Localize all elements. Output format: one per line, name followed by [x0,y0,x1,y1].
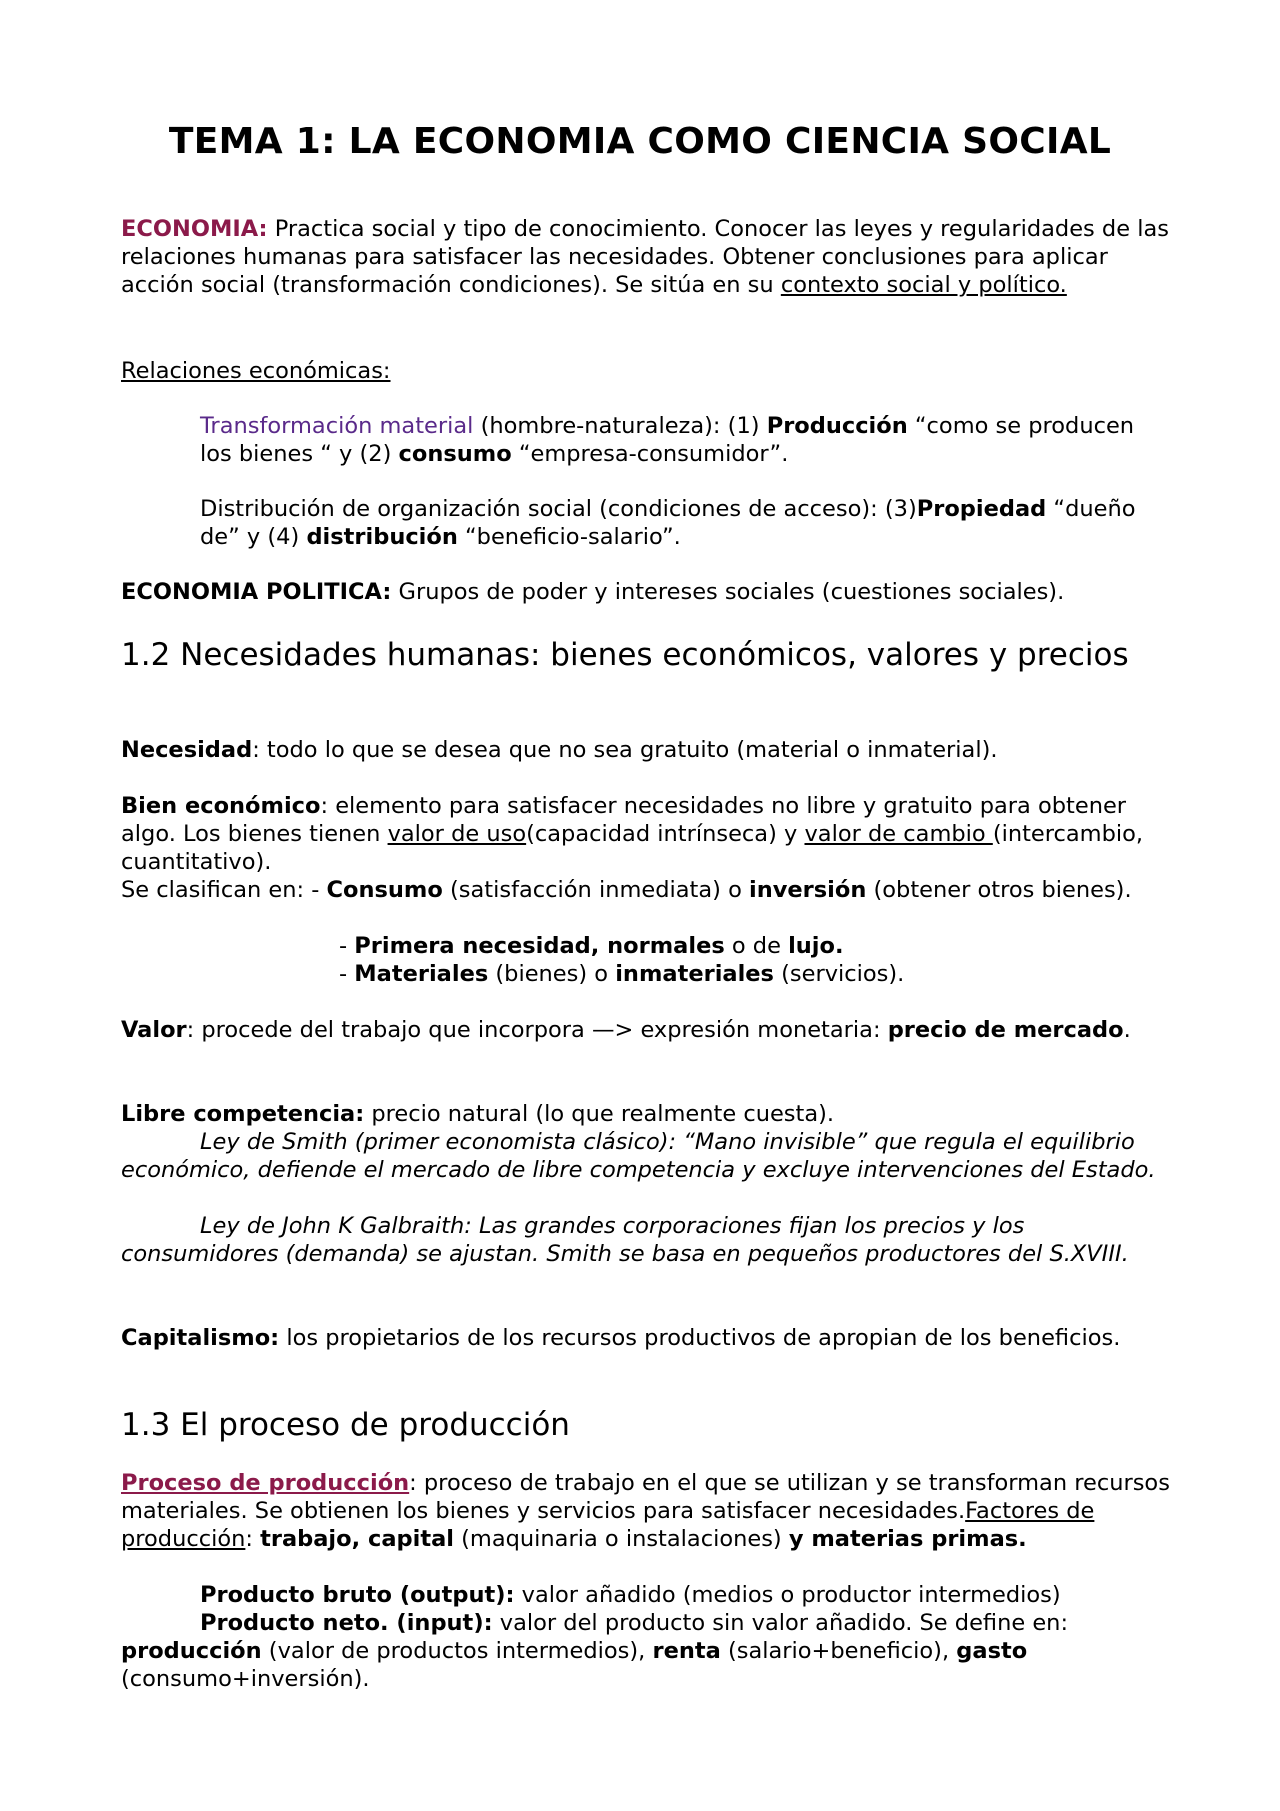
producto-bruto-label: Producto bruto (output): [200,1582,515,1608]
producto-bruto-paragraph [121,1581,1171,1609]
bien-text-2: (capacidad intrínseca) y [526,821,805,847]
proceso-produccion-label: Proceso de producción [121,1470,410,1496]
transformacion-text-3: “empresa-consumidor”. [511,441,789,467]
item-b-text-1: (bienes) o [488,961,616,987]
inversion-class: inversión [749,877,867,903]
produccion-term: Producción [766,413,908,439]
valor-end: . [1123,1017,1131,1043]
producto-neto-label: Producto neto. (input): [200,1610,493,1636]
ley-galbraith-paragraph [121,1212,1171,1268]
proceso-text-3: (maquinaria o instalaciones) [453,1526,789,1552]
neto-text-4: (consumo+inversión). [121,1666,370,1692]
item-a-text: o de [724,933,789,959]
primera-necesidad-term: Primera necesidad, normales [354,933,725,959]
distribucion-text-3: “beneficio-salario”. [457,524,681,550]
libre-competencia-text: precio natural (lo que realmente cuesta). [364,1101,835,1127]
transformacion-text-2: “como se producen los bienes “ y (2) [200,413,1135,467]
distribucion-term: distribución [306,524,458,550]
proceso-text-2: : [245,1526,261,1552]
capitalismo-text: los propietarios de los recursos productivos de apropian de los beneficios. [279,1325,1121,1351]
inmateriales-term: inmateriales [615,961,774,987]
consumo-class: Consumo [326,877,443,903]
produccion-def-term: producción [121,1638,262,1664]
necesidad-label: Necesidad [121,737,253,763]
precio-de-mercado-term: precio de mercado [887,1017,1124,1043]
lujo-term: lujo. [788,933,844,959]
valor-text: : procede del trabajo que incorpora —> expresión monetaria: [186,1017,888,1043]
ley-smith-text: Ley de Smith (primer economista clásico): “Mano invisible” que regula el equilibrio económico, defiende el mercado de libre competencia y excluye intervenciones del Estado. [121,1129,1156,1183]
valor-de-uso: valor de uso [387,821,527,847]
gasto-term: gasto [956,1638,1028,1664]
renta-term: renta [652,1638,721,1664]
ley-galbraith-text: Ley de John K Galbraith: Las grandes corporaciones fijan los precios y los consumidores (demanda) se ajustan. Smith se basa en pequeños productores del S.XVIII. [121,1213,1129,1267]
item-b-dash: - [339,961,355,987]
bien-text-1: : elemento para satisfacer necesidades no libre y gratuito para obtener algo. Los bienes tienen [121,793,1127,847]
producto-neto-paragraph [121,1609,1171,1693]
materiales-term: Materiales [354,961,489,987]
ley-smith-paragraph [121,1128,1171,1184]
economia-politica-paragraph [121,578,1171,606]
transformacion-paragraph [121,412,1171,468]
economia-text: Practica social y tipo de conocimiento. Conocer las leyes y regularidades de las relaciones humanas para satisfacer las necesidades. Obtener conclusiones para aplicar acción social (transformación condiciones). Se sitúa en su [121,216,1169,298]
clasificacion-item-a [121,932,1171,960]
necesidad-paragraph [121,736,1171,764]
capitalismo-label: Capitalismo: [121,1325,280,1351]
valor-label: Valor [121,1017,187,1043]
valor-paragraph [121,1016,1171,1044]
bien-economico-label: Bien económico [121,793,321,819]
clasifican-text-3: (obtener otros bienes). [866,877,1132,903]
clasifican-paragraph [121,876,1171,904]
transformacion-label: Transformación material [200,413,474,439]
distribucion-paragraph [121,495,1171,551]
factores-produccion: Factores de producción [121,1498,1095,1552]
valor-de-cambio: valor de cambio [804,821,993,847]
economia-paragraph [121,215,1171,299]
clasifican-text-2: (satisfacción inmediata) o [442,877,749,903]
distribucion-text-1: Distribución de organización social (condiciones de acceso): (3) [200,496,917,522]
trabajo-capital-term: trabajo, capital [260,1526,454,1552]
clasifican-text-1: Se clasifican en: - [121,877,327,903]
proceso-produccion-paragraph [121,1469,1171,1553]
economia-label: ECONOMIA: [121,216,268,242]
relaciones-heading [121,357,1171,385]
neto-text-2: (valor de productos intermedios), [261,1638,653,1664]
transformacion-text-1: (hombre-naturaleza): (1) [473,413,767,439]
producto-bruto-text: valor añadido (medios o productor intermedios) [514,1582,1061,1608]
capitalismo-paragraph [121,1324,1171,1352]
neto-text-3: (salario+beneficio), [720,1638,957,1664]
propiedad-term: Propiedad [916,496,1047,522]
libre-competencia-label: Libre competencia: [121,1101,365,1127]
economia-politica-label: ECONOMIA POLITICA: [121,579,392,605]
distribucion-text-2: “dueño de” y (4) [200,496,1136,550]
section-12-heading: 1.2 Necesidades humanas: bienes económicos, valores y precios [121,637,1129,673]
section-13-heading: 1.3 El proceso de producción [121,1407,570,1443]
libre-competencia-paragraph [121,1100,1171,1128]
materias-primas-term: y materias primas. [788,1526,1027,1552]
bien-text-3: (intercambio, cuantitativo). [121,821,1144,875]
item-b-text-2: (servicios). [773,961,905,987]
clasificacion-item-b [121,960,1171,988]
neto-text-1: valor del producto sin valor añadido. Se define en: [492,1610,1069,1636]
proceso-text-1: : proceso de trabajo en el que se utilizan y se transforman recursos materiales. Se obtienen los bienes y servicios para satisfacer necesidades. [121,1470,1170,1524]
bien-economico-paragraph [121,792,1171,876]
item-a-dash: - [339,933,355,959]
document-title: TEMA 1: LA ECONOMIA COMO CIENCIA SOCIAL [168,121,1112,162]
contexto-link: contexto social y político. [780,272,1067,298]
economia-politica-text: Grupos de poder y intereses sociales (cuestiones sociales). [391,579,1065,605]
necesidad-text: : todo lo que se desea que no sea gratuito (material o inmaterial). [252,737,998,763]
consumo-term: consumo [398,441,512,467]
relaciones-heading-text: Relaciones económicas: [121,358,391,384]
